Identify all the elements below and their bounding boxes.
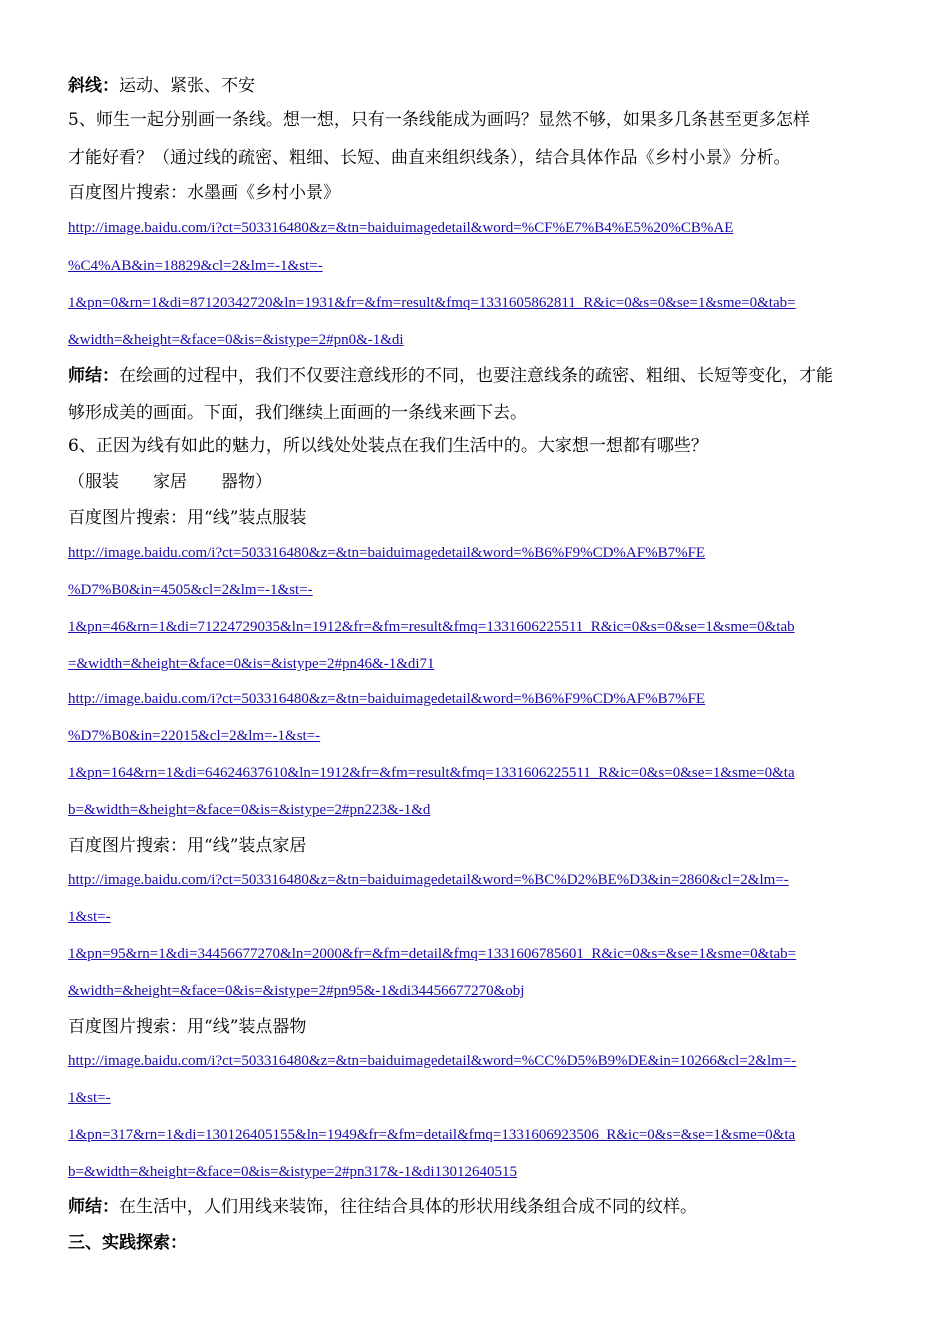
diagonal-line-note <box>68 74 255 98</box>
link-clothing-a-2[interactable]: %D7%B0&in=4505&cl=2&lm=-1&st=- <box>68 582 313 598</box>
section3-heading: 三、实践探索： <box>68 1233 187 1253</box>
link-clothing-a-4[interactable]: =&width=&height=&face=0&is=&istype=2#pn46&-1&di71 <box>68 656 435 672</box>
item5-line1: 5、师生一起分别画一条线。想一想，只有一条线能成为画吗？显然不够，如果多几条甚至更多怎样 <box>68 110 810 130</box>
link-vessel-2[interactable]: 1&st=- <box>68 1090 111 1106</box>
item6-options: （服装 家居 器物） <box>68 472 272 492</box>
link-home-4[interactable]: &width=&height=&face=0&is=&istype=2#pn95&-1&di34456677270&obj <box>68 983 525 999</box>
link-clothing-b-2[interactable]: %D7%B0&in=22015&cl=2&lm=-1&st=- <box>68 728 321 744</box>
link-vessel-4[interactable]: b=&width=&height=&face=0&is=&istype=2#pn317&-1&di13012640515 <box>68 1164 518 1180</box>
diagonal-line-label: 斜线： <box>68 76 119 96</box>
link-clothing-a-1[interactable]: http://image.baidu.com/i?ct=503316480&z=&tn=baiduimagedetail&word=%B6%F9%CD%AF%B7%FE <box>68 545 706 561</box>
item5-search-label: 百度图片搜索：水墨画《乡村小景》 <box>68 183 340 203</box>
link-village-scene-1[interactable]: http://image.baidu.com/i?ct=503316480&z=&tn=baiduimagedetail&word=%CF%E7%B4%E5%20%CB%AE <box>68 220 734 236</box>
diagonal-line-text: 运动、紧张、不安 <box>119 76 255 96</box>
summary1-text: 在绘画的过程中，我们不仅要注意线形的不同，也要注意线条的疏密、粗细、长短等变化，才能 <box>119 366 833 386</box>
link-village-scene-3[interactable]: 1&pn=0&rn=1&di=87120342720&ln=1931&fr=&fm=result&fmq=1331605862811_R&ic=0&s=0&se=1&sme=0&tab= <box>68 295 796 311</box>
summary1-line2: 够形成美的画面。下面，我们继续上面画的一条线来画下去。 <box>68 403 527 423</box>
link-clothing-b-1[interactable]: http://image.baidu.com/i?ct=503316480&z=&tn=baiduimagedetail&word=%B6%F9%CD%AF%B7%FE <box>68 691 706 707</box>
link-home-3[interactable]: 1&pn=95&rn=1&di=34456677270&ln=2000&fr=&fm=detail&fmq=1331606785601_R&ic=0&s=&se=1&sme=0&tab= <box>68 946 797 962</box>
link-clothing-a-3[interactable]: 1&pn=46&rn=1&di=71224729035&ln=1912&fr=&fm=result&fmq=1331606225511_R&ic=0&s=0&se=1&sme=0&tab <box>68 619 795 635</box>
summary2-text: 在生活中，人们用线来装饰，往往结合具体的形状用线条组合成不同的纹样。 <box>119 1197 697 1217</box>
summary2-line <box>68 1195 697 1219</box>
search-home-label: 百度图片搜索：用“线”装点家居 <box>68 836 307 856</box>
summary2-label: 师结： <box>68 1197 119 1217</box>
link-vessel-1[interactable]: http://image.baidu.com/i?ct=503316480&z=&tn=baiduimagedetail&word=%CC%D5%B9%DE&in=10266&cl=2&lm=- <box>68 1053 797 1069</box>
summary1-label: 师结： <box>68 366 119 386</box>
item5-line2: 才能好看？（通过线的疏密、粗细、长短、曲直来组织线条），结合具体作品《乡村小景》分析。 <box>68 148 791 168</box>
item6-line1: 6、正因为线有如此的魅力，所以线处处装点在我们生活中的。大家想一想都有哪些？ <box>68 436 708 456</box>
link-vessel-3[interactable]: 1&pn=317&rn=1&di=130126405155&ln=1949&fr=&fm=detail&fmq=1331606923506_R&ic=0&s=&se=1&sme=0&ta <box>68 1127 796 1143</box>
summary1-line1 <box>68 364 833 388</box>
link-clothing-b-4[interactable]: b=&width=&height=&face=0&is=&istype=2#pn223&-1&d <box>68 802 431 818</box>
link-home-1[interactable]: http://image.baidu.com/i?ct=503316480&z=&tn=baiduimagedetail&word=%BC%D2%BE%D3&in=2860&cl=2&lm=- <box>68 872 789 888</box>
search-clothing-label: 百度图片搜索：用“线”装点服装 <box>68 508 307 528</box>
link-village-scene-2[interactable]: %C4%AB&in=18829&cl=2&lm=-1&st=- <box>68 258 323 274</box>
link-village-scene-4[interactable]: &width=&height=&face=0&is=&istype=2#pn0&-1&di <box>68 332 404 348</box>
link-clothing-b-3[interactable]: 1&pn=164&rn=1&di=64624637610&ln=1912&fr=&fm=result&fmq=1331606225511_R&ic=0&s=0&se=1&sme=0&ta <box>68 765 795 781</box>
search-vessel-label: 百度图片搜索：用“线”装点器物 <box>68 1017 307 1037</box>
link-home-2[interactable]: 1&st=- <box>68 909 111 925</box>
